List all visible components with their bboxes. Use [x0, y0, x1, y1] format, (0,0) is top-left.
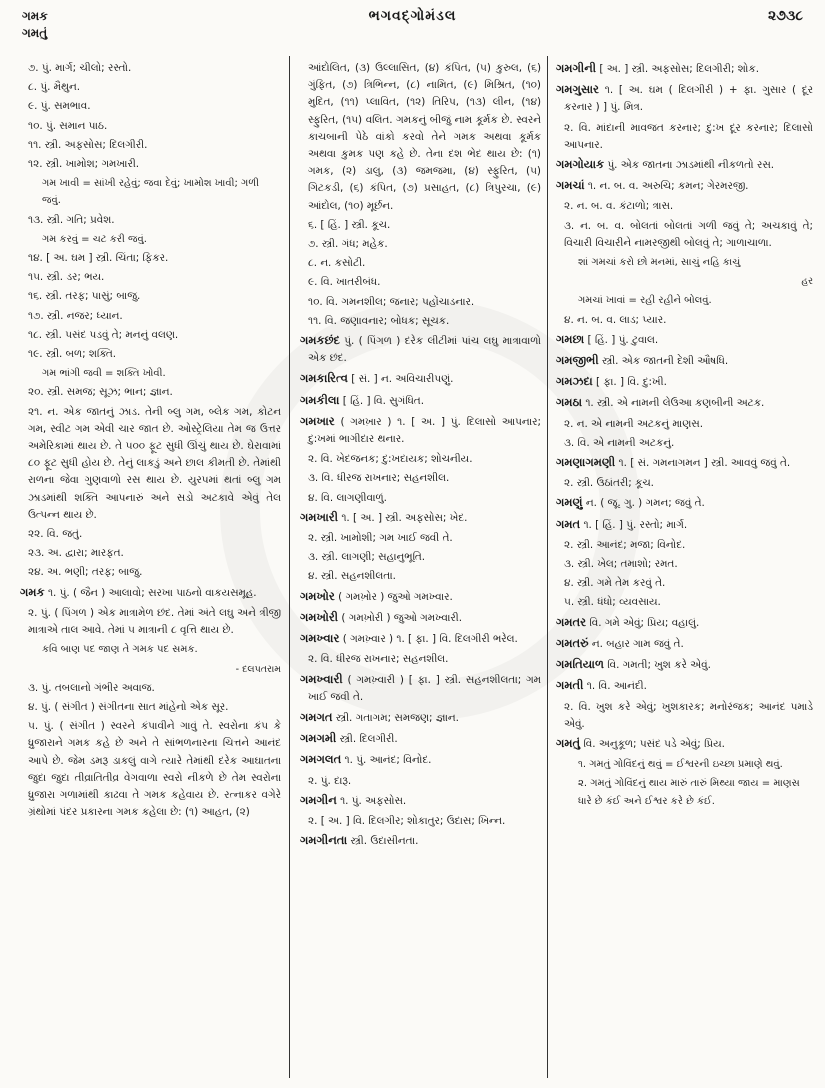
dictionary-entry: [556, 81, 813, 116]
sense-definition: ૩. વિ. એ નામની અટકનું.: [564, 436, 675, 449]
sense-definition: ૨. વિ. ધીરજ રાખનાર; સહનશીલ.: [308, 653, 449, 666]
sense-definition: ૨૪. અ. ભણી; તરફ; બાજુ.: [28, 566, 143, 579]
definition-text: પું. એક જાતના ઝાડમાંથી નીકળતો રસ.: [604, 159, 775, 172]
page-header: [22, 8, 803, 48]
definition-text: ૧. પું. ( જૈન ) આલાવો; સરખા પાઠનો વાકયસમૂહ.: [44, 586, 257, 599]
headword: ગમતિયાળ: [556, 657, 604, 672]
attribution: - દલપતરામ: [235, 663, 281, 675]
headword: ગમગીનતા: [300, 833, 348, 848]
dictionary-entry: [300, 588, 541, 606]
sense-definition: ૯. વિ. ખાતરીબંધ.: [308, 276, 381, 289]
definition-text: ૧. [ સં. ગમનાગમન ] સ્ત્રી. આવવું જવું તે.: [615, 457, 791, 470]
dictionary-entry: [300, 609, 541, 627]
headword: ગમતરું: [556, 635, 589, 650]
sense-definition: ૫. પું. ( સંગીત ) સ્વરને કંપાવીને ગાવું તે. સ્વરોના કંપ કે ધ્રુજારાને ગમક કહે છે અને તે સાંભળનારના ચિત્તને આનંદ આપે છે. જેમ ડમરૂ ડાકલું વાગે ત્યારે તેમાંથી દરેક આઘાતના જુદા જુદા તીવ્રાતિતીવ્ર વેગવાળા સ્વરો નીકળે છે તેમ સ્વરોના ધ્રુજારા ગળામાંથી કાઢવા તે ગમક કહેવાય છે. રત્નાકર વગેરે ગ્રંથોમાં પંદર પ્રકારના ગમક કહેલા છે: (૧) આહત, (૨): [28, 720, 281, 819]
sense-definition: ૨૧. ન. એક જાતનું ઝાડ. તેની બ્લુ ગમ, બ્લેક ગમ, કોટન ગમ, સ્વીટ ગમ એવી ચાર જાત છે. ઓસ્ટ્રેલિયા તેમ જ ઉત્તર અમેરિકામાં થાય છે. તે ૫૦૦ ફૂટ સુધી ઊંચું થાય છે. ઘેરાવામાં ૮૦ ફૂટ સુધી હોય છે. તેનું લાકડું અને છાલ કીમતી છે. તેમાંથી રાળના જેવા ગુણવાળો રસ થાય છે. યુરપમાં થતાં બ્લુ ગમ ઝાડમાંથી શક્તિ આપનારું અને સડો અટકાવે એવું તેલ ઉત્પન્ન થાય છે.: [28, 405, 281, 521]
headword: ગમગલત: [300, 752, 342, 767]
sense-definition: ૨. પું. દારૂ.: [308, 774, 352, 787]
definition-text: ૧. [ અ. ] સ્ત્રી. અફસોસ; ખેદ.: [338, 511, 468, 524]
definition-text: સ્ત્રી. ઉદાસીનતા.: [347, 835, 419, 848]
sense-definition: ૨. પું. ( પિંગળ ) એક માત્રામેળ છંદ. તેમાં અંતે લઘુ અને ત્રીજી માત્રાએ તાલ આવે. તેમાં ૫ માત્રાની ૮ વૃત્તિ થાય છે.: [28, 606, 281, 637]
sense-definition: ૨. સ્ત્રી. ઉઠાંતરી; કૂચ.: [564, 477, 654, 490]
definition-text: ( ગમખ઼ોર ) જુઓ ગમખ્વાર.: [334, 590, 453, 603]
sense-definition: ૩. ન. બ. વ. બોલતાં બોલતાં ગળી જવું તે; અચકાવું તે; વિચારી વિચારીને નામરજીથી બોલવું તે; ગાળાચાળા.: [564, 219, 813, 249]
headword: ગમકીલા: [300, 392, 340, 407]
sense-definition: ૧૩. સ્ત્રી. ગતિ; પ્રવેશ.: [28, 213, 115, 226]
dictionary-columns: [14, 56, 817, 1078]
definition-text: પું. ( પિંગળ ) દરેક લીટીમાં પાંચ લઘુ માત્રાવાળો એક છંદ.: [308, 335, 541, 365]
dictionary-entry: [556, 177, 813, 195]
sense-definition: ૮. ન. કસોટી.: [308, 257, 366, 270]
dictionary-entry: [556, 614, 813, 632]
definition-text: ૧. [ હિં. ] પું. રસ્તો; માર્ગ.: [580, 518, 688, 531]
sense-definition: ૫. સ્ત્રી. ધંધો; વ્યવસાય.: [564, 596, 661, 609]
sense-definition: ૪. પું. ( સંગીત ) સંગીતના સાત માંહેનો એક સૂર.: [28, 700, 229, 713]
usage-example: ગમ ભાંગી જવી = શક્તિ ખોવી.: [42, 368, 166, 380]
headword: ગમતું: [556, 735, 581, 750]
sense-definition: ૧૫. સ્ત્રી. ડર; ભય.: [28, 271, 105, 284]
sense-definition: ૨. સ્ત્રી. ખામોશી; ગમ ખાઈ જવી તે.: [308, 532, 453, 545]
headword: ગમચાં: [556, 178, 585, 193]
dictionary-entry: [300, 751, 541, 769]
definition-text: વિ. અનુકૂળ; પસંદ પડે એવું; પ્રિય.: [580, 737, 725, 750]
headword: ગમઠા: [556, 395, 583, 410]
dictionary-entry: [300, 671, 541, 706]
definition-text: ( ગમખ઼્વાર ) ૧. [ ફા. ] વિ. દિલગીરી ભરેલ.: [339, 633, 518, 646]
headword: ગમખારી: [300, 509, 339, 524]
definition-text: સ્ત્રી. દિલગીરી.: [336, 733, 398, 746]
sense-definition: ૨. ન. એ નામની અટકનું માણસ.: [564, 417, 704, 430]
sense-definition: ૨૩. અ. દ્વારા; મારફત.: [28, 547, 124, 560]
sense-definition: ૧૨. સ્ત્રી. ખામોશ; ગમખારી.: [28, 158, 140, 171]
sense-definition: ૧૦. પું. સમાન પાઠ.: [28, 119, 108, 132]
sense-definition: ૯. પું. સમભાવ.: [28, 100, 91, 113]
sense-definition: ૮. પું. મૈથુન.: [28, 81, 81, 94]
headword: ગમક: [20, 584, 45, 599]
dictionary-entry: [556, 656, 813, 674]
sense-definition: ૨૦. સ્ત્રી. સમજ; સૂઝ; ભાન; જ્ઞાન.: [28, 386, 173, 399]
dictionary-entry: [300, 370, 541, 388]
sense-definition: ૧૦. વિ. ગમનશીલ; જનાર; પહોંચાડનાર.: [308, 295, 475, 308]
sense-definition: ૧૧. સ્ત્રી. અફસોસ; દિલગીરી.: [28, 138, 148, 151]
definition-text: વિ. ગમે એવું; પ્રિય; વહાલું.: [586, 616, 700, 629]
dictionary-entry: [556, 494, 813, 512]
definition-text: ૧. ન. બ. વ. અરુચિ; કમન; ગેરમરજી.: [584, 180, 749, 193]
definition-text: [ અ. ] સ્ત્રી. અફસોસ; દિલગીરી; શોક.: [596, 63, 760, 75]
dictionary-entry: [556, 373, 813, 391]
dictionary-title: ભગવદ્ગોમંડલ: [368, 8, 457, 24]
dictionary-entry: [300, 509, 541, 527]
sense-definition: ૧૪. [ અ. ઘમ ] સ્ત્રી. ચિંતા; ફિકર.: [28, 252, 169, 265]
definition-text: [ સં. ] ન. અવિચારીપણું.: [347, 373, 454, 386]
dictionary-entry: [556, 60, 813, 78]
headword: ગમત: [556, 516, 581, 531]
dictionary-entry: [300, 332, 541, 367]
sense-definition: ૩. સ્ત્રી. લાગણી; સહાનુભૂતિ.: [308, 551, 426, 564]
sense-definition: ૬. [ હિં. ] સ્ત્રી. કૂચ.: [308, 218, 391, 231]
usage-example: ગમચાં ખાવાં = રહી રહીને બોલવું.: [578, 295, 712, 307]
headword: ગમછા: [556, 331, 585, 346]
dictionary-entry: [556, 331, 813, 349]
dictionary-entry: [300, 630, 541, 648]
usage-example: ૨. ગમતું ગોવિંદનું થાય મારું તારું મિથ્યા જાય = માણસ ધારે છે કંઈ અને ઈશ્વર કરે છે કંઈ.: [578, 778, 800, 807]
definition-text: વિ. ગમતી; ખુશ કરે એવું.: [603, 659, 711, 672]
dictionary-entry: [20, 584, 281, 602]
sense-definition: ૧૮. સ્ત્રી. પસંદ પડવું તે; મનનું વલણ.: [28, 328, 179, 341]
headword: ગમણાગમણી: [556, 455, 616, 470]
headword: ગમઝદા: [556, 374, 593, 389]
dictionary-entry: [556, 677, 813, 695]
dictionary-entry: [556, 394, 813, 412]
headword: ગમખ્વાર: [300, 631, 340, 646]
guide-word-first: ગમક: [22, 9, 48, 23]
guide-word-last: ગમતું: [22, 26, 48, 40]
dictionary-entry: [300, 730, 541, 748]
headword: ગમતર: [556, 614, 587, 629]
definition-text: ૧. પું. અફસોસ.: [336, 794, 407, 807]
sense-definition: ૪. સ્ત્રી. સહનશીલતા.: [308, 570, 396, 583]
sense-definition: ૩. પું. તબલાનો ગંભીર અવાજ.: [28, 681, 155, 694]
dictionary-entry: [300, 792, 541, 810]
definition-text: ( ગમખ઼્વારી ) [ ફા. ] સ્ત્રી. સહનશીલતા; ગમ ખાઈ જવી તે.: [308, 673, 541, 703]
sense-definition: ૨. વિ. ખેદજનક; દુ:ખદાયક; શોચનીય.: [308, 453, 473, 466]
sense-definition: ૧૬. સ્ત્રી. તરફ; પાસું; બાજુ.: [28, 290, 141, 303]
headword: ગમણું: [556, 495, 583, 510]
headword: ગમખોર: [300, 588, 335, 603]
dictionary-entry: [556, 635, 813, 653]
headword: ગમકછંદ: [300, 333, 340, 348]
sense-definition: ૨. ન. બ. વ. કંટાળો; ત્રાસ.: [564, 200, 674, 213]
usage-example: કવિ બાણ પદ જાણ તે ગમક પદ સમક.: [42, 644, 198, 656]
definition-text: સ્ત્રી. એક જાતની દેશી ઔષધિ.: [598, 355, 729, 368]
sense-definition: ૪. વિ. લાગણીવાળું.: [308, 491, 387, 504]
sense-definition: ૩. વિ. ધીરજ રાખનાર; સહનશીલ.: [308, 472, 450, 485]
sense-definition: ૪. ન. બ. વ. લાડ; પ્યાર.: [564, 313, 667, 326]
dictionary-entry: [556, 156, 813, 174]
sense-definition: ૨. સ્ત્રી. આનંદ; મજા; વિનોદ.: [564, 538, 686, 551]
column-3: [547, 56, 817, 1078]
headword: ગમગીની: [556, 61, 597, 75]
sense-definition: ૭. સ્ત્રી. ગંધ; મહેક.: [308, 238, 388, 251]
usage-example: ગમ ખાવી = સાંખી રહેવું; જવા દેવું; ખામોશ ખાવી; ગળી જવું.: [42, 178, 259, 207]
definition-text: ૧. પું. આનંદ; વિનોદ.: [341, 754, 432, 767]
usage-example: શાં ગમચાં કરો છો મનમાં, સાચું નહિ કાચું: [578, 257, 741, 269]
definition-text: ૧. સ્ત્રી. એ નામની લેઉઆ કણબીની અટક.: [582, 397, 765, 410]
usage-example: ૧. ગમતું ગોવિંદનું થવું = ઈશ્વરની ઇચ્છા પ્રમાણે થવું.: [578, 759, 783, 771]
definition-text: [ હિં. ] પું. ટુવાલ.: [584, 333, 659, 346]
definition-text: [ ફા. ] વિ. દુ:ખી.: [592, 376, 667, 389]
headword: ગમખ્વારી: [300, 671, 343, 686]
definition-text: સ્ત્રી. ગતાગમ; સમજણ; જ્ઞાન.: [332, 711, 459, 724]
dictionary-entry: [300, 413, 541, 448]
definition-text: ન. બહાર ગામ જવું તે.: [588, 637, 684, 650]
headword: ગમખાર: [300, 413, 335, 428]
headword: ગમગત: [300, 709, 333, 724]
definition-text: [ હિં. ] વિ. સુગંધિત.: [339, 394, 424, 407]
headword: ગમખોરી: [300, 609, 339, 624]
sense-definition: ૧૭. સ્ત્રી. નજર; ધ્યાન.: [28, 309, 123, 322]
headword: ગમગુસાર: [556, 82, 599, 97]
definition-text: ૧. [ અ. ઘમ ( દિલગીરી ) + ફા. ગુસાર ( દૂર કરનાર ) ] પું. મિત્ર.: [564, 84, 813, 114]
column-2: [289, 56, 547, 1078]
dictionary-entry: [556, 735, 813, 753]
dictionary-entry: [556, 516, 813, 534]
definition-text: ( ગમખ઼ાર ) ૧. [ અ. ] પું. દિલાસો આપનાર; દુ:ખમાં ભાગીદાર થનાર.: [308, 415, 541, 446]
dictionary-entry: [300, 392, 541, 410]
headword: ગમગીન: [300, 792, 337, 807]
headword: ગમજીભી: [556, 353, 599, 368]
sense-definition: ૪. સ્ત્રી. ગમે તેમ કરવું તે.: [564, 577, 666, 590]
dictionary-entry: [556, 454, 813, 472]
page-number: ૨૭૩૮: [768, 8, 803, 24]
sense-definition: ૧૯. સ્ત્રી. બળ; શક્તિ.: [28, 348, 117, 361]
sense-definition: ૨. વિ. માંદાની માવજત કરનાર; દુ:ખ દૂર કરનાર; દિલાસો આપનાર.: [564, 121, 813, 151]
sense-definition: આંદોલિત, (૩) ઉલ્લાસિત, (૪) કંપિત, (૫) કુરુલ, (૬) ગુંફિત, (૭) ત્રિભિન્ન, (૮) નામિત, (૯) મિશ્રિત, (૧૦) મુદિત, (૧૧) પ્લાવિત, (૧૨) તિરિપ, (૧૩) લીન, (૧૪) સ્ફુરિત, (૧૫) વલિત. ગમકનું બીજું નામ કૂર્મક છે. સ્વરને કાચબાની પેઠે વાંકો કરવો તેને ગમક અથવા કૂર્મક અથવા કુમક પણ કહે છે. તેના દશ ભેદ થાય છે: (૧) ગમક, (૨) ડાલુ, (૩) જમજમા, (૪) સ્ફુરિત, (૫) ગિટકડી, (૬) કંપિત, (૭) પ્રસાહત, (૮) ત્રિપુરચા, (૯) આંદોલ, (૧૦) મૂર્છન.: [308, 62, 541, 212]
sense-definition: ૭. પું. માર્ગ; ચીલો; રસ્તો.: [28, 62, 132, 74]
headword: ગમગમી: [300, 731, 337, 746]
sense-definition: ૨૨. વિ. જતું.: [28, 528, 83, 541]
headword: ગમગોયાક: [556, 157, 605, 172]
sense-definition: ૨. વિ. ખુશ કરે એવું; ખુશકારક; મનોરંજક; આનંદ પમાડે એવું.: [564, 700, 813, 730]
dictionary-entry: [300, 832, 541, 850]
definition-text: ( ગમખ઼ોરી ) જુઓ ગમખ્વારી.: [338, 611, 463, 624]
dictionary-entry: [556, 352, 813, 370]
sense-definition: ૨. [ અ. ] વિ. દિલગીર; શોકાતુર; ઉદાસ; ખિન્ન.: [308, 814, 506, 827]
definition-text: ૧. વિ. આનંદી.: [583, 680, 647, 693]
headword: ગમકારિત્વ: [300, 371, 348, 386]
dictionary-entry: [300, 709, 541, 727]
column-1: [14, 56, 289, 1078]
sense-definition: ૧૧. વિ. જણાવનાર; બોધક; સૂચક.: [308, 314, 450, 327]
attribution: હર: [801, 276, 813, 288]
definition-text: ન. ( જૂ. ગુ. ) ગમન; જવું તે.: [582, 497, 705, 510]
headword: ગમતી: [556, 678, 584, 693]
sense-definition: ૩. સ્ત્રી. ખેલ; તમાશો; રમત.: [564, 558, 678, 571]
usage-example: ગમ કરવું = ચટ કરી જવું.: [42, 233, 147, 245]
